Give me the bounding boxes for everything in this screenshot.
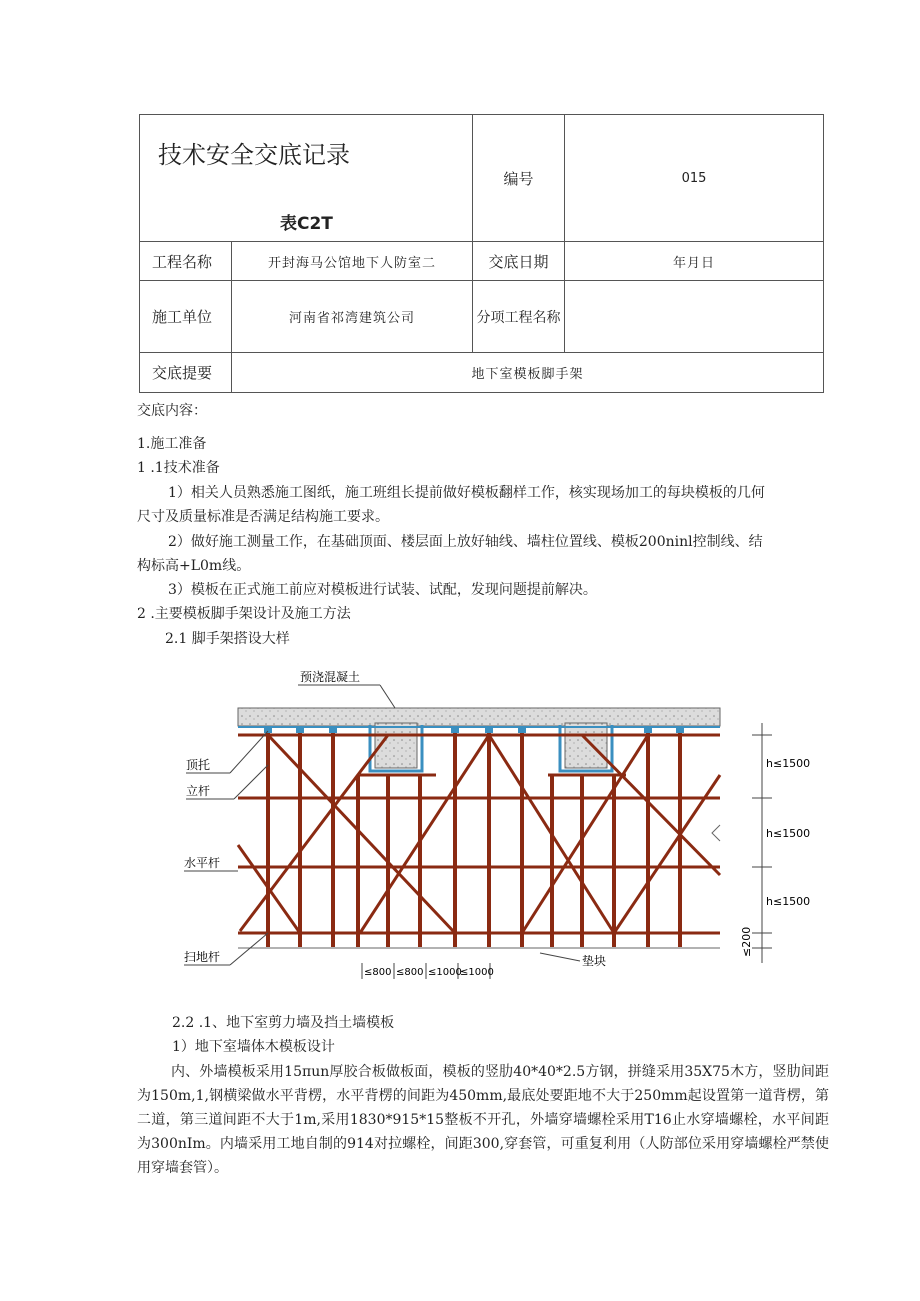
top-label: 预浇混凝土 — [300, 670, 361, 684]
project-value: 开封海马公馆地下人防室二 — [232, 242, 473, 281]
design-paragraph: 内、外墙模板采用15πun厚胶合板做板面，模板的竖肋40*40*2.5方钢，拼缝采用35X75木方，竖肋间距为150m,1,钢横梁做水平背楞，水平背楞的间距为450mm,最底处要距地不大于250mm起设置第一道背楞，第二道，第三道间距不大于1m,采用1830*915*15整板不开孔，外墙穿墙螺栓采用T16止水穿墙螺栓，水平间距为300nIm。内墙采用工地自制的914对拉螺栓，间距300,穿套管，可重复利用（人防部位采用穿墙螺栓严禁使用穿墙套管）。 — [137, 1064, 829, 1176]
para-2-line-2: 构标高+L0m线。 — [137, 558, 251, 574]
date-value: 年月日 — [565, 242, 824, 281]
concrete-slab — [238, 708, 720, 726]
leader-top-support-2 — [230, 731, 268, 773]
para-3: 3）模板在正式施工前应对模板进行试装、试配，发现问题提前解决。 — [168, 582, 597, 598]
subsection-1: 1）地下室墙体木模板设计 — [172, 1039, 335, 1055]
top-support — [451, 727, 459, 733]
section-2-heading: 2 .主要模板脚手架设计及施工方法 — [137, 606, 351, 622]
content-intro: 交底内容： — [137, 403, 207, 419]
dimension-2: h≤1500 — [766, 827, 811, 840]
spacing-1: ≤800 — [364, 967, 392, 978]
subitem-value — [565, 281, 824, 353]
diagonal-brace — [268, 735, 455, 933]
para-1-line-1: 1）相关人员熟悉施工图纸，施工班组长提前做好模板翻样工作，核实现场加工的每块模板的几何 — [168, 485, 765, 501]
section-2-1-heading: 2.1 脚手架搭设大样 — [165, 631, 290, 647]
summary-value: 地下室模板脚手架 — [232, 353, 824, 393]
subitem-label: 分项工程名称 — [473, 281, 565, 353]
para-1-line-2: 尺寸及质量标准是否满足结构施工要求。 — [137, 509, 389, 525]
title-cell — [140, 115, 473, 242]
vertical-poles — [268, 733, 680, 947]
top-support — [264, 727, 272, 733]
document-title: 技术安全交底记录 — [158, 141, 350, 169]
scaffold-diagram — [0, 665, 920, 985]
unit-label: 施工单位 — [140, 281, 232, 353]
section-1-1-heading: 1 .1技术准备 — [137, 460, 220, 476]
unit-value: 河南省祁湾建筑公司 — [232, 281, 473, 353]
spacing-3: ≤1000 — [428, 967, 462, 978]
label-sweep: 扫地杆 — [184, 950, 221, 964]
number-label: 编号 — [473, 115, 565, 242]
leader-sweep-2 — [230, 933, 268, 965]
para-2-line-1: 2）做好施工测量工作，在基础顶面、楼层面上放好轴线、墙柱位置线、模板200ninl控制线、结 — [168, 534, 763, 550]
section-2-2-heading: 2.2 .1、地下室剪力墙及挡土墙模板 — [172, 1015, 395, 1031]
diagonal-brace — [240, 735, 388, 931]
label-pole: 立杆 — [186, 784, 211, 798]
summary-label: 交底提要 — [140, 353, 232, 393]
spacing-2: ≤800 — [396, 967, 424, 978]
project-label: 工程名称 — [140, 242, 232, 281]
label-horizontal: 水平杆 — [184, 856, 221, 870]
top-support — [296, 727, 304, 733]
form-code: 表C2T — [280, 214, 333, 234]
top-support — [676, 727, 684, 733]
label-pad: 垫块 — [582, 954, 607, 968]
dimension-1: h≤1500 — [766, 757, 811, 770]
top-support — [485, 727, 493, 733]
date-label: 交底日期 — [473, 242, 565, 281]
dimension-3: h≤1500 — [766, 895, 811, 908]
section-1-heading: 1.施工准备 — [137, 436, 207, 452]
leader-pole-2 — [234, 765, 268, 799]
concrete-beam-right — [565, 723, 607, 768]
header-table — [139, 114, 824, 393]
top-support — [329, 727, 337, 733]
number-value: 015 — [565, 115, 824, 242]
top-support — [518, 727, 526, 733]
break-mark — [712, 825, 720, 841]
top-label-leader — [380, 685, 395, 708]
label-top-support: 顶托 — [186, 758, 211, 772]
dimension-4: ≤200 — [740, 926, 753, 957]
leader-pad — [540, 953, 580, 961]
top-support — [644, 727, 652, 733]
spacing-4: ≤1000 — [460, 967, 494, 978]
